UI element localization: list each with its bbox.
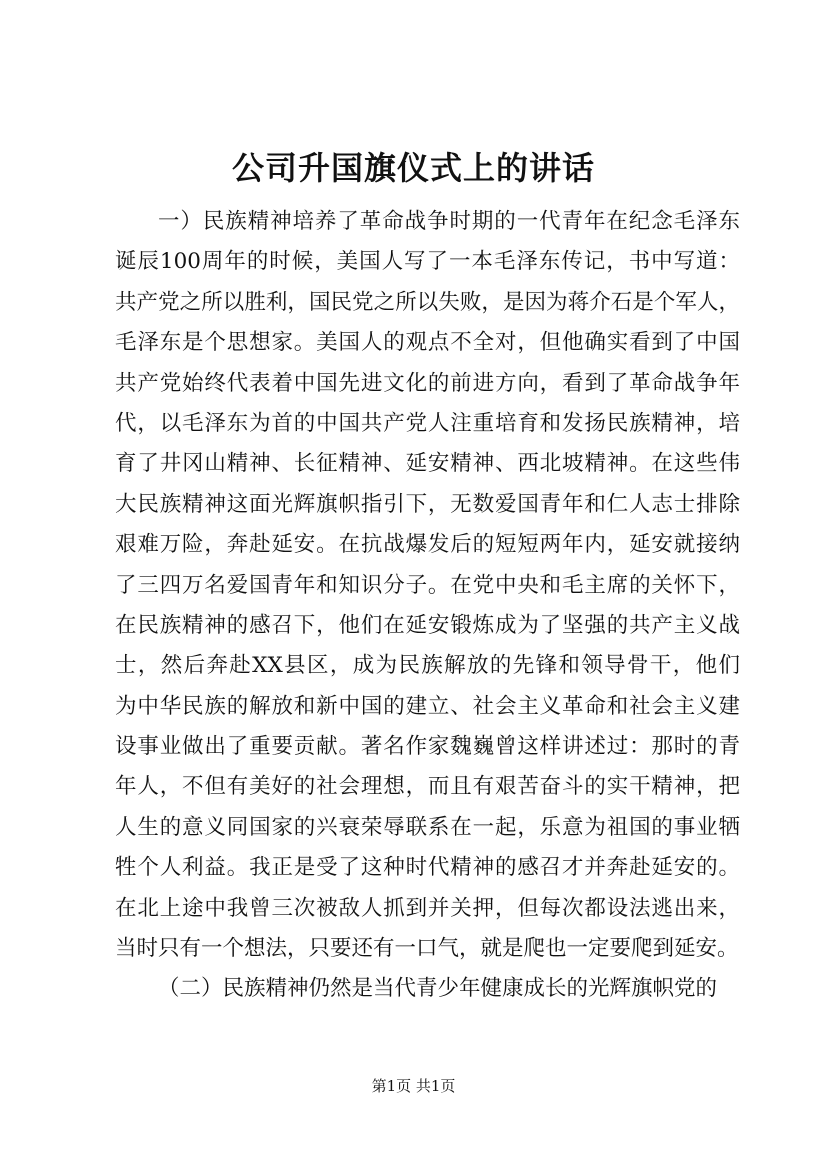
body-line: 一）民族精神培养了革命战争时期的一代青年在纪念毛泽东 [158, 209, 740, 234]
body-line: 在北上途中我曾三次被敌人抓到并关押，但每次都设法逃出来， [115, 895, 740, 921]
body-line: 年人，不但有美好的社会理想，而且有艰苦奋斗的实干精神，把 [115, 774, 740, 800]
document-title: 公司升国旗仪式上的讲话 [231, 149, 595, 187]
body-line: 育了井冈山精神、长征精神、延安精神、西北坡精神。在这些伟 [115, 451, 740, 477]
body-line: 代，以毛泽东为首的中国共产党人注重培育和发扬民族精神，培 [115, 410, 740, 436]
body-line: 了三四万名爱国青年和知识分子。在党中央和毛主席的关怀下， [115, 572, 740, 598]
body-line: 艰难万险，奔赴延安。在抗战爆发后的短短两年内，延安就接纳 [115, 532, 740, 558]
body-line: 人生的意义同国家的兴衰荣辱联系在一起，乐意为祖国的事业牺 [115, 814, 740, 840]
body-line: 诞辰100周年的时候，美国人写了一本毛泽东传记，书中写道： [115, 249, 740, 275]
body-line: 在民族精神的感召下，他们在延安锻炼成为了坚强的共产主义战 [115, 612, 740, 638]
page-footer: 第1页 共1页 [371, 1077, 456, 1095]
body-line: 为中华民族的解放和新中国的建立、社会主义革命和社会主义建 [115, 693, 740, 719]
document-body [115, 202, 740, 1010]
body-line: 共产党始终代表着中国先进文化的前进方向，看到了革命战争年 [115, 370, 740, 396]
body-line: （二）民族精神仍然是当代青少年健康成长的光辉旗帜党的 [158, 976, 718, 1002]
body-line: 毛泽东是个思想家。美国人的观点不全对，但他确实看到了中国 [115, 330, 740, 356]
body-line: 共产党之所以胜利，国民党之所以失败，是因为蒋介石是个军人， [115, 289, 740, 315]
body-line: 牲个人利益。我正是受了这种时代精神的感召才并奔赴延安的。 [115, 855, 740, 881]
body-line: 士，然后奔赴XX县区，成为民族解放的先锋和领导骨干，他们 [115, 653, 740, 679]
body-line: 大民族精神这面光辉旗帜指引下，无数爱国青年和仁人志士排除 [115, 491, 740, 517]
body-line: 设事业做出了重要贡献。著名作家魏巍曾这样讲述过：那时的青 [115, 734, 740, 760]
body-line: 当时只有一个想法，只要还有一口气，就是爬也一定要爬到延安。 [115, 936, 739, 962]
